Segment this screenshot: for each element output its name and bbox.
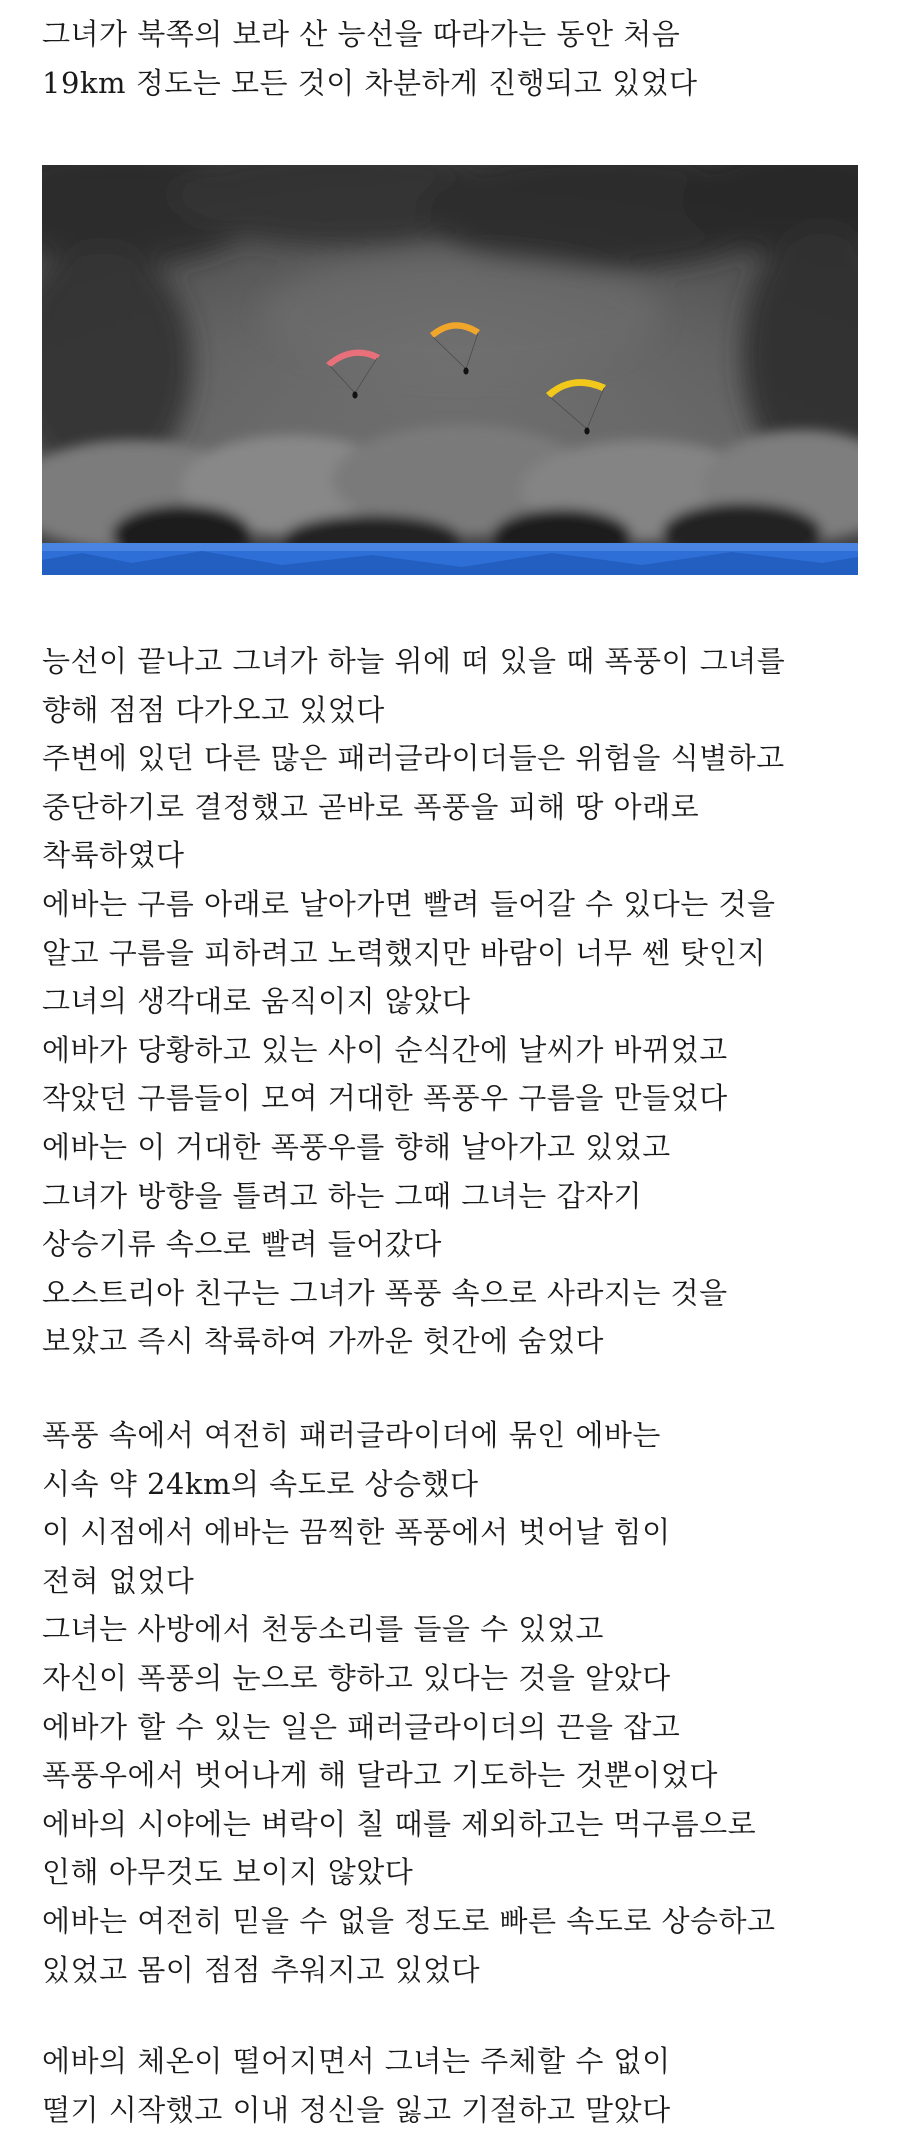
text-line: 그녀가 북쪽의 보라 산 능선을 따라가는 동안 처음 (42, 17, 681, 51)
paragraph-3 (42, 1411, 872, 1994)
text-line: 중단하기로 결정했고 곧바로 폭풍을 피해 땅 아래로 (42, 789, 700, 824)
text-line: 상승기류 속으로 빨려 들어갔다 (42, 1227, 442, 1262)
text-line: 에바가 할 수 있는 일은 패러글라이더의 끈을 잡고 (42, 1709, 681, 1744)
text-line: 에바의 시야에는 벼락이 칠 때를 제외하고는 먹구름으로 (42, 1806, 757, 1841)
text-line: 주변에 있던 다른 많은 패러글라이더들은 위험을 식별하고 (42, 741, 785, 776)
text-line: 19km 정도는 모든 것이 차분하게 진행되고 있었다 (42, 65, 698, 100)
text-line: 폭풍 속에서 여전히 패러글라이더에 묶인 에바는 (42, 1418, 661, 1452)
text-line: 그녀의 생각대로 움직이지 않았다 (42, 984, 471, 1019)
text-line: 능선이 끝나고 그녀가 하늘 위에 떠 있을 때 폭풍이 그녀를 (42, 644, 786, 678)
storm-paragliders-photo (42, 165, 858, 575)
text-line: 착륙하였다 (42, 838, 185, 873)
text-line: 떨기 시작했고 이내 정신을 잃고 기절하고 말았다 (42, 2092, 671, 2127)
text-line: 에바가 당황하고 있는 사이 순식간에 날씨가 바뀌었고 (42, 1032, 728, 1067)
text-line: 에바는 구름 아래로 날아가면 빨려 들어갈 수 있다는 것을 (42, 886, 776, 921)
text-line: 에바는 여전히 믿을 수 없을 정도로 빠른 속도로 상승하고 (42, 1903, 776, 1938)
text-line: 작았던 구름들이 모여 거대한 폭풍우 구름을 만들었다 (42, 1081, 728, 1116)
text-line: 자신이 폭풍의 눈으로 향하고 있다는 것을 알았다 (42, 1660, 671, 1695)
text-line: 알고 구름을 피하려고 노력했지만 바람이 너무 쎈 탓인지 (42, 935, 766, 970)
text-line: 에바는 이 거대한 폭풍우를 향해 날아가고 있었고 (42, 1129, 671, 1164)
text-line: 에바의 체온이 떨어지면서 그녀는 주체할 수 없이 (42, 2044, 671, 2078)
text-line: 이 시점에서 에바는 끔찍한 폭풍에서 벗어날 힘이 (42, 1515, 671, 1550)
text-line: 향해 점점 다가오고 있었다 (42, 692, 385, 727)
text-line: 그녀는 사방에서 천둥소리를 들을 수 있었고 (42, 1612, 604, 1647)
paragraph-1 (42, 10, 872, 107)
text-line: 있었고 몸이 점점 추워지고 있었다 (42, 1952, 481, 1987)
text-line: 그녀가 방향을 틀려고 하는 그때 그녀는 갑자기 (42, 1178, 643, 1213)
text-line: 폭풍우에서 벗어나게 해 달라고 기도하는 것뿐이었다 (42, 1758, 718, 1793)
text-line: 전혀 없었다 (42, 1563, 195, 1598)
text-line: 인해 아무것도 보이지 않았다 (42, 1855, 414, 1890)
text-line: 오스트리아 친구는 그녀가 폭풍 속으로 사라지는 것을 (42, 1275, 728, 1310)
text-line: 보았고 즉시 착륙하여 가까운 헛간에 숨었다 (42, 1324, 604, 1359)
paragraph-4 (42, 2037, 872, 2134)
paragraph-2 (42, 637, 872, 1366)
text-line: 시속 약 24km의 속도로 상승했다 (42, 1466, 479, 1501)
